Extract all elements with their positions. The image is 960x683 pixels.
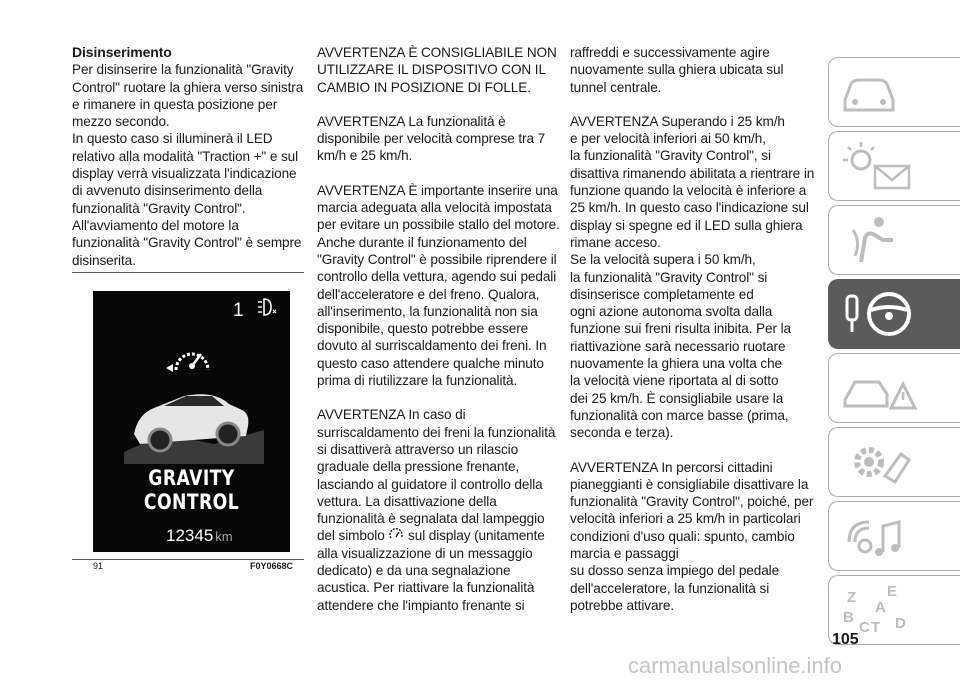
traction-led-icon [256, 296, 278, 318]
key-steering-wheel-icon [839, 286, 919, 342]
tab-emergency[interactable] [828, 353, 960, 423]
svg-text:E: E [887, 583, 898, 600]
alphabet-index-icon [839, 582, 929, 638]
warning-text: AVVERTENZA In caso di surriscaldamento dei freni la funzionalità si disattiverà attraverso un rilascio graduale della pressione frenante, lasciando al guidatore il controllo della vettura. La disattivazione della funzionalità è segnalata dal lampeggio del simbolo [317, 407, 556, 544]
svg-text:T: T [871, 619, 881, 636]
odometer [166, 526, 233, 546]
lights-mail-icon [839, 138, 919, 194]
warning-text: sul display (unitamente alla visualizzazione di un messaggio dedicato) e da una segnalazione acustica. Per riattivare la funzionalità attendere che l'impianto frenante si [317, 528, 545, 613]
tab-maintenance[interactable] [828, 427, 960, 497]
car-descent-icon [124, 374, 264, 464]
odometer-value: 12345 [166, 526, 214, 545]
gear-indicator: 1 [233, 300, 244, 321]
section-heading: Disinserimento [72, 44, 172, 60]
svg-text:C: C [859, 619, 870, 636]
airbag-seat-icon [839, 212, 909, 268]
watermark: carmanualsonline.info [628, 653, 843, 678]
warning-paragraph: AVVERTENZA La funzionalità è disponibile per velocità comprese tra 7 km/h e 25 km/h. [317, 113, 546, 164]
warning-paragraph [317, 406, 563, 614]
page-number: 105 [832, 631, 859, 648]
column-3 [570, 44, 820, 631]
warning-paragraph: AVVERTENZA Superando i 25 km/h e per velocità inferiori ai 50 km/h, la funzionalità "Gravity Control", si disattiva rimanendo abilitata a rientrare in funzione quando la velocità è inferiore a 25 km/h. In questo caso l'indicazione sul display si spegne ed il LED sulla ghiera rimane acceso. Se la velocità supera i 50 km/h, la funzionalità "Gravity Control" si disinserisce completamente ed ogni azione autonoma svolta dalla funzione sui freni risulta inibita. Per la riattivazione sarà necessario ruotare nuovamente la ghiera una volta che la velocità viene riportata al di sotto dei 25 km/h. È consigliabile usare la funzionalità con marce basse (prima, seconda e terza). [570, 113, 815, 441]
warning-paragraph: AVVERTENZA È CONSIGLIABILE NON UTILIZZARE IL DISPOSITIVO CON IL CAMBIO IN POSIZIONE DI FOLLE. [317, 45, 557, 95]
chapter-tabs [828, 57, 960, 649]
tab-multimedia[interactable] [828, 501, 960, 571]
figure-caption-code: F0Y0668C [250, 561, 294, 571]
warning-paragraph: AVVERTENZA In percorsi cittadini pianeggianti è consigliabile disattivare la funzionalità "Gravity Control", poiché, per velocità inferiori a 25 km/h in particolari condizioni d'uso quali: spunto, cambio marcia e passaggi su dosso senza impiego del pedale dell'acceleratore, la funzionalità si potrebbe attivare. [570, 459, 814, 613]
emergency-icon [839, 360, 919, 416]
column-1 [72, 44, 304, 269]
tab-dashboard[interactable] [828, 57, 960, 127]
svg-text:A: A [875, 599, 886, 616]
tab-starting-driving[interactable] [828, 279, 960, 349]
paragraph: In questo caso si illuminerà il LED relativo alla modalità "Traction +" e sul display verrà visualizzata l'indicazione di avvenuto disinserimento della funzionalità "Gravity Control". [72, 131, 299, 216]
warning-paragraph: AVVERTENZA È importante inserire una marcia adeguata alla velocità impostata per evitare un possibile stallo del motore. Anche durante il funzionamento del "Gravity Control" è possibile riprendere il controllo della vettura, agendo sui pedali dell'acceleratore e del freno. Qualora, all'inserimento, la funzionalità non sia disponibile, questo potrebbe essere dovuto al surriscaldamento dei freni. In questo caso attendere qualche minuto prima di riutilizzare la funzionalità. [317, 182, 560, 389]
paragraph: raffreddi e successivamente agire nuovamente sulla ghiera ubicata sul tunnel centrale. [570, 45, 784, 95]
divider [72, 272, 304, 273]
svg-text:D: D [895, 615, 906, 632]
tab-lights-messages[interactable] [828, 131, 960, 201]
svg-text:B: B [843, 609, 854, 626]
svg-text:Z: Z [847, 589, 857, 606]
multimedia-icon [839, 508, 919, 564]
paragraph: Per disinserire la funzionalità "Gravity Control" ruotare la ghiera verso sinistra e rimanere in questa posizione per mezzo secondo. [72, 62, 304, 130]
caption-divider [72, 559, 304, 560]
tab-safety[interactable] [828, 205, 960, 275]
figure-caption-number: 91 [93, 561, 104, 571]
odometer-unit: km [215, 529, 233, 544]
maintenance-gear-icon [839, 434, 919, 490]
gravity-control-symbol-icon [388, 528, 404, 541]
paragraph: All'avviamento del motore la funzionalità "Gravity Control" è sempre disinserita. [72, 217, 302, 268]
car-dashboard-icon [839, 64, 899, 120]
gravity-control-title: GRAVITY CONTROL [143, 466, 240, 514]
column-2 [317, 44, 563, 631]
